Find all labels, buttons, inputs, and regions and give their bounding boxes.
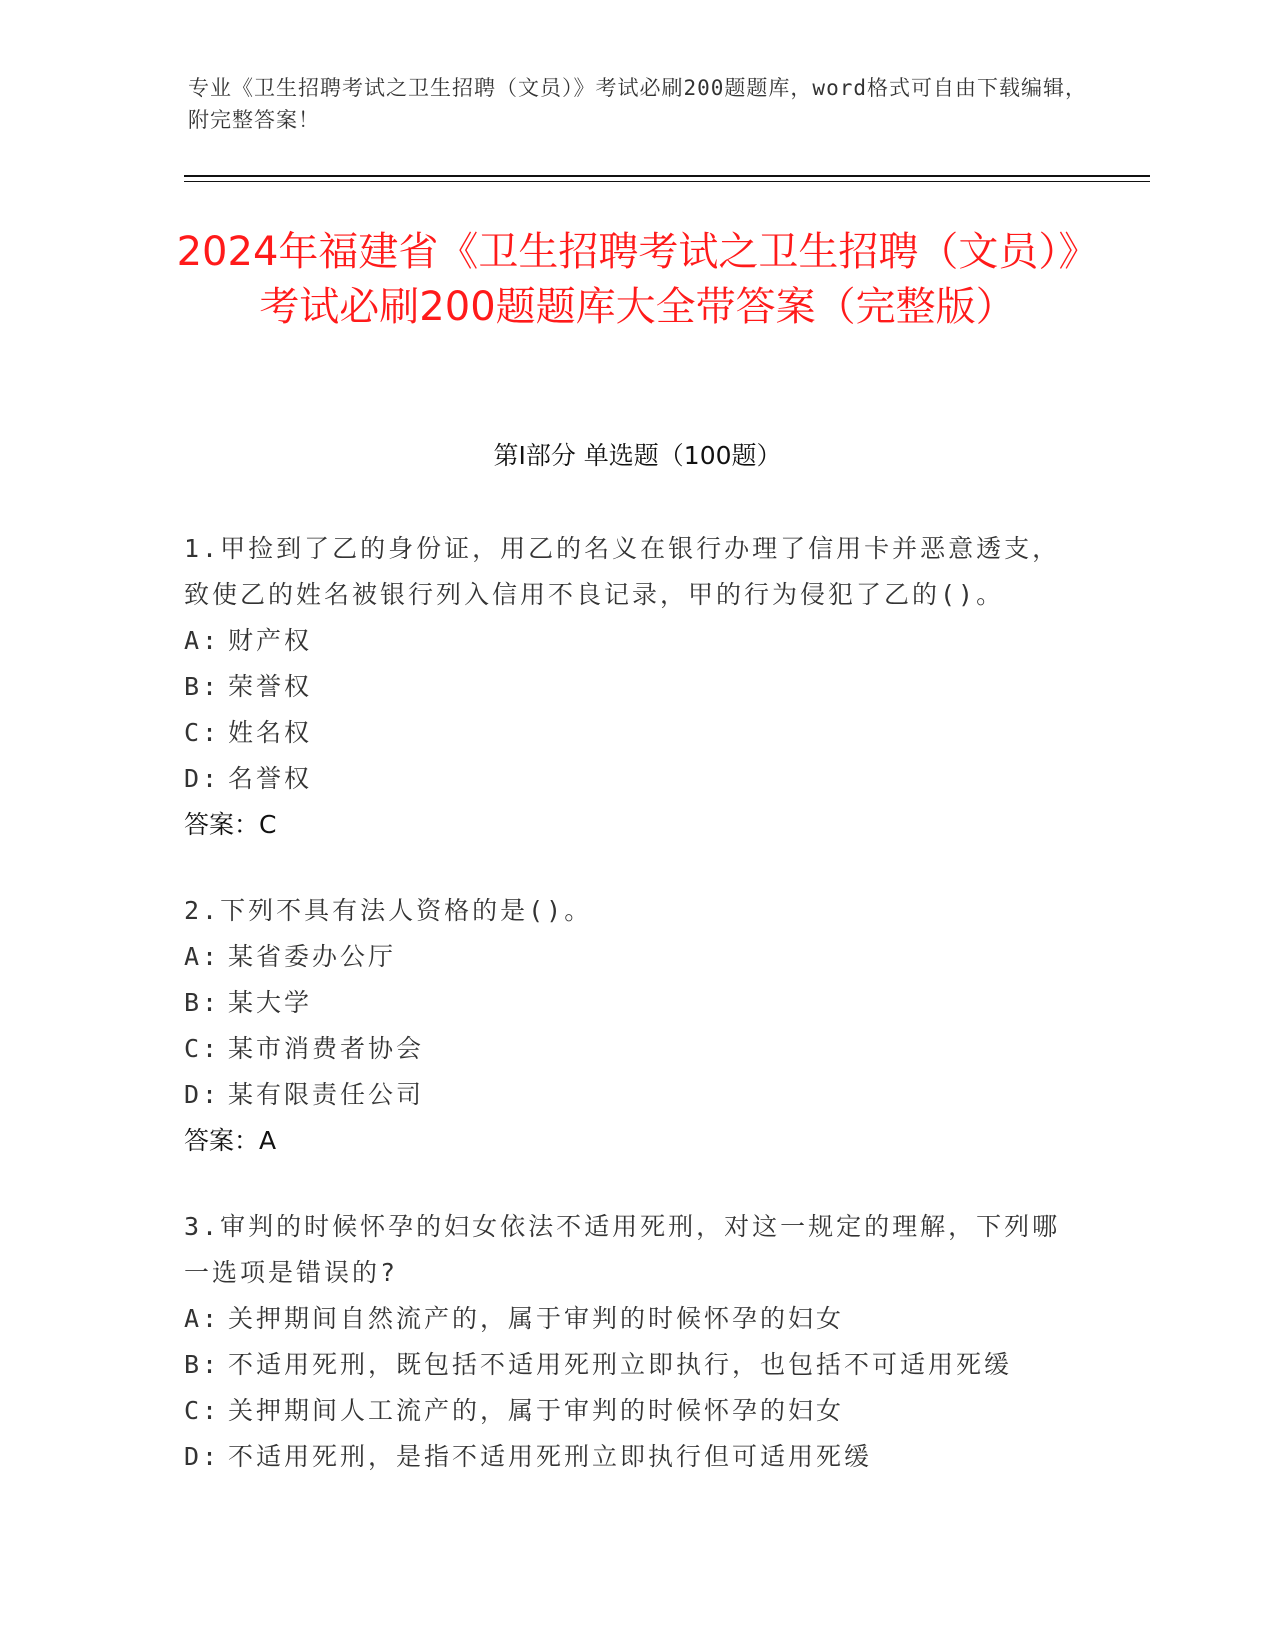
option-text: 不适用死刑，是指不适用死刑立即执行但可适用死缓 [228, 1442, 873, 1471]
option-text: 姓名权 [228, 718, 313, 747]
option-text: 名誉权 [228, 764, 313, 793]
option-letter: B: [184, 988, 221, 1017]
question-1 [184, 526, 1064, 848]
option-letter: B: [184, 672, 221, 701]
option-b [184, 1342, 1064, 1388]
option-text: 荣誉权 [228, 672, 313, 701]
question-stem: 1.甲捡到了乙的身份证，用乙的名义在银行办理了信用卡并恶意透支，致使乙的姓名被银行列入信用不良记录，甲的行为侵犯了乙的()。 [184, 534, 1061, 609]
option-letter: D: [184, 764, 221, 793]
option-a [184, 1296, 1064, 1342]
section-heading: 第I部分 单选题（100题） [493, 441, 782, 470]
option-text: 关押期间自然流产的，属于审判的时候怀孕的妇女 [228, 1304, 845, 1333]
option-b [184, 664, 1064, 710]
answer: 答案：A [184, 1126, 277, 1155]
option-text: 某大学 [228, 988, 313, 1017]
option-c [184, 710, 1064, 756]
question-stem: 3.审判的时候怀孕的妇女依法不适用死刑，对这一规定的理解，下列哪一选项是错误的? [184, 1212, 1061, 1287]
option-letter: D: [184, 1442, 221, 1471]
document-title: 2024年福建省《卫生招聘考试之卫生招聘（文员）》考试必刷200题题库大全带答案（完整版） [176, 228, 1099, 330]
option-letter: D: [184, 1080, 221, 1109]
option-d [184, 1434, 1064, 1480]
option-text: 关押期间人工流产的，属于审判的时候怀孕的妇女 [228, 1396, 845, 1425]
option-a [184, 934, 1064, 980]
header-note: 专业《卫生招聘考试之卫生招聘（文员）》考试必刷200题题库，word格式可自由下载编辑，附完整答案！ [188, 76, 1087, 132]
option-letter: B: [184, 1350, 221, 1379]
option-text: 某省委办公厅 [228, 942, 397, 971]
question-2 [184, 888, 1064, 1164]
option-a [184, 618, 1064, 664]
option-d [184, 1072, 1064, 1118]
header-rule-thick [184, 175, 1150, 177]
question-stem: 2.下列不具有法人资格的是()。 [184, 896, 593, 925]
option-letter: C: [184, 1034, 221, 1063]
option-letter: A: [184, 1304, 221, 1333]
option-text: 财产权 [228, 626, 313, 655]
option-b [184, 980, 1064, 1026]
option-letter: A: [184, 626, 221, 655]
question-3 [184, 1204, 1064, 1480]
option-c [184, 1388, 1064, 1434]
option-c [184, 1026, 1064, 1072]
option-letter: C: [184, 1396, 221, 1425]
header-rule-thin [184, 181, 1150, 182]
option-text: 不适用死刑，既包括不适用死刑立即执行，也包括不可适用死缓 [228, 1350, 1013, 1379]
option-text: 某有限责任公司 [228, 1080, 425, 1109]
option-letter: A: [184, 942, 221, 971]
option-text: 某市消费者协会 [228, 1034, 425, 1063]
option-d [184, 756, 1064, 802]
option-letter: C: [184, 718, 221, 747]
answer: 答案：C [184, 810, 277, 839]
